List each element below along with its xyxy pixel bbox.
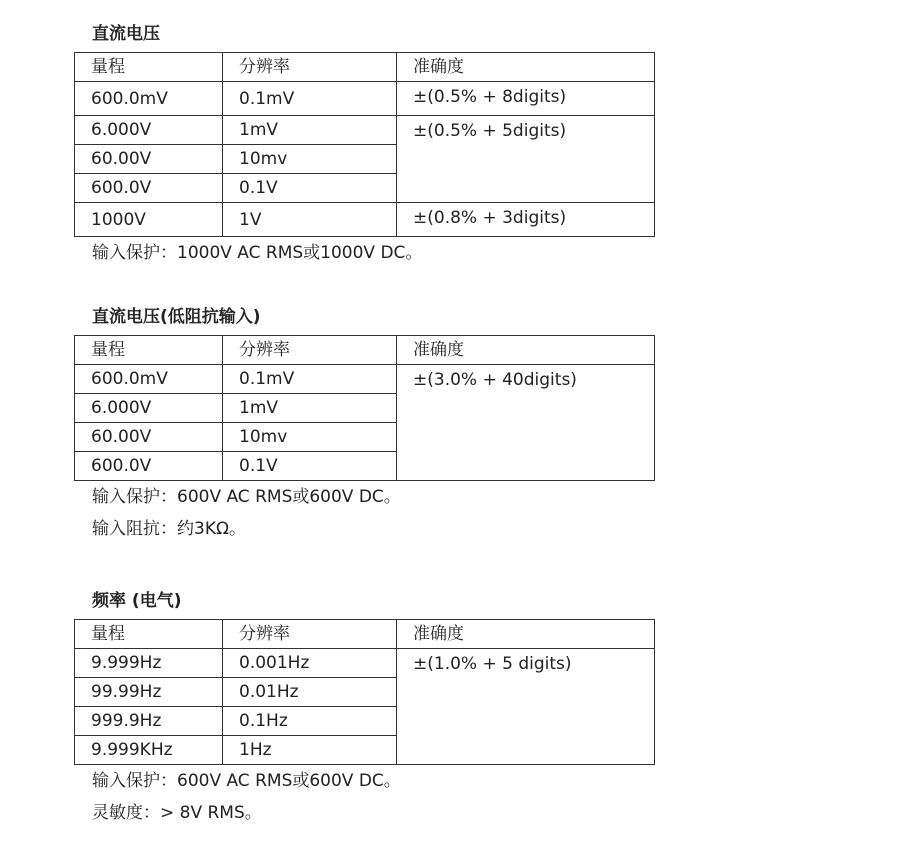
cell-resolution: 10mv (223, 423, 397, 452)
cell-resolution: 10mv (223, 145, 397, 174)
cell-accuracy: ±(0.5% + 5digits) (397, 116, 655, 203)
table-row (75, 365, 655, 394)
header-range: 量程 (75, 53, 223, 82)
cell-resolution: 1mV (223, 394, 397, 423)
cell-accuracy: ±(0.8% + 3digits) (397, 203, 655, 237)
cell-resolution: 0.001Hz (223, 649, 397, 678)
note-input-impedance: 输入阻抗：约3KΩ。 (92, 519, 246, 539)
cell-range: 6.000V (75, 394, 223, 423)
cell-resolution: 1V (223, 203, 397, 237)
table-header-row (75, 620, 655, 649)
spec-table (74, 52, 655, 237)
note-input-protection: 输入保护：600V AC RMS或600V DC。 (92, 771, 401, 791)
section-title: 直流电压 (92, 24, 160, 44)
header-resolution: 分辨率 (223, 336, 397, 365)
cell-range: 999.9Hz (75, 707, 223, 736)
spec-table (74, 619, 655, 765)
section-frequency (74, 591, 655, 829)
cell-resolution: 0.1V (223, 452, 397, 481)
cell-resolution: 0.01Hz (223, 678, 397, 707)
section-title: 频率 (电气) (92, 591, 182, 611)
table-header-row (75, 336, 655, 365)
section-dc-voltage-low-impedance (74, 307, 655, 545)
cell-resolution: 1mV (223, 116, 397, 145)
cell-range: 60.00V (75, 145, 223, 174)
section-title: 直流电压(低阻抗输入) (92, 307, 261, 327)
note-input-protection: 输入保护：1000V AC RMS或1000V DC。 (92, 243, 423, 263)
cell-range: 600.0mV (75, 365, 223, 394)
cell-range: 6.000V (75, 116, 223, 145)
table-row (75, 649, 655, 678)
note-sensitivity: 灵敏度：> 8V RMS。 (92, 803, 262, 823)
cell-range: 60.00V (75, 423, 223, 452)
cell-range: 9.999Hz (75, 649, 223, 678)
table-header-row (75, 53, 655, 82)
header-accuracy: 准确度 (397, 620, 655, 649)
cell-accuracy: ±(1.0% + 5 digits) (397, 649, 655, 765)
spec-table (74, 335, 655, 481)
header-range: 量程 (75, 620, 223, 649)
cell-range: 600.0V (75, 174, 223, 203)
cell-range: 99.99Hz (75, 678, 223, 707)
cell-range: 600.0mV (75, 82, 223, 116)
cell-resolution: 0.1V (223, 174, 397, 203)
section-dc-voltage (74, 24, 655, 269)
header-accuracy: 准确度 (397, 53, 655, 82)
cell-resolution: 0.1mV (223, 365, 397, 394)
cell-accuracy: ±(3.0% + 40digits) (397, 365, 655, 481)
cell-range: 1000V (75, 203, 223, 237)
cell-range: 9.999KHz (75, 736, 223, 765)
header-range: 量程 (75, 336, 223, 365)
note-input-protection: 输入保护：600V AC RMS或600V DC。 (92, 487, 401, 507)
cell-range: 600.0V (75, 452, 223, 481)
table-row (75, 116, 655, 145)
table-row (75, 82, 655, 116)
header-resolution: 分辨率 (223, 620, 397, 649)
header-resolution: 分辨率 (223, 53, 397, 82)
table-row (75, 203, 655, 237)
cell-resolution: 0.1mV (223, 82, 397, 116)
cell-accuracy: ±(0.5% + 8digits) (397, 82, 655, 116)
cell-resolution: 1Hz (223, 736, 397, 765)
cell-resolution: 0.1Hz (223, 707, 397, 736)
header-accuracy: 准确度 (397, 336, 655, 365)
